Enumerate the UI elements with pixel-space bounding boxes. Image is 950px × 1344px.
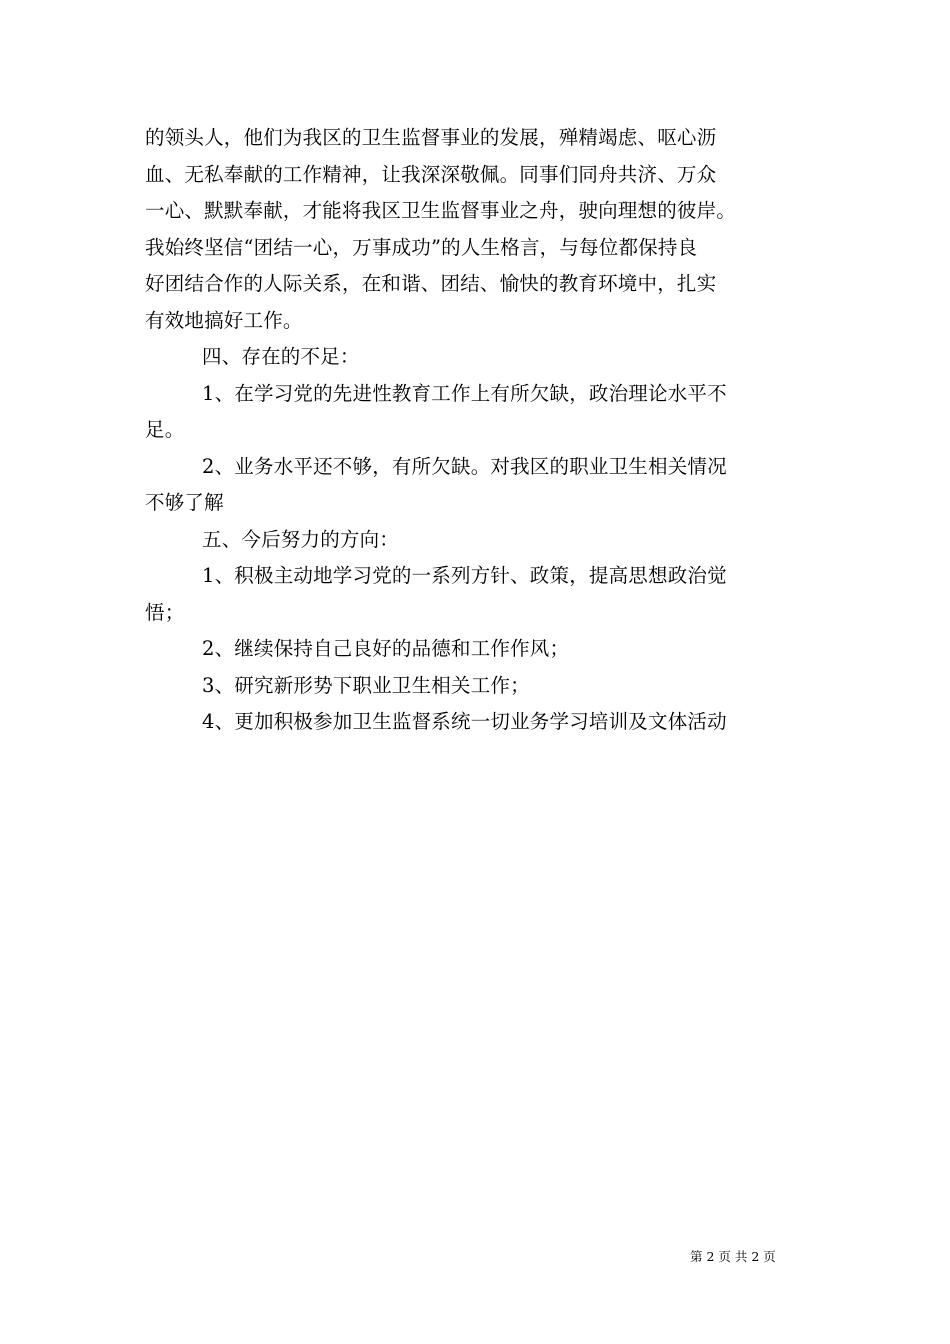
text-line: 不够了解 <box>145 491 224 514</box>
list-item: 1、积极主动地学习党的一系列方针、政策，提高思想政治觉 <box>202 564 727 587</box>
text-line: 足。 <box>145 418 185 441</box>
text-line: 一心、默默奉献，才能将我区卫生监督事业之舟，驶向理想的彼岸。 <box>145 199 737 222</box>
list-item: 2、业务水平还不够，有所欠缺。对我区的职业卫生相关情况 <box>202 454 727 478</box>
document-body <box>145 120 815 741</box>
list-item: 4、更加积极参加卫生监督系统一切业务学习培训及文体活动 <box>202 710 727 733</box>
section-heading-future-direction: 五、今后努力的方向： <box>202 527 400 551</box>
section-heading-shortcomings: 四、存在的不足： <box>202 345 360 368</box>
text-line: 有效地搞好工作。 <box>145 308 303 332</box>
text-line: 好团结合作的人际关系，在和谐、团结、愉快的教育环境中，扎实 <box>145 272 717 295</box>
text-line: 的领头人，他们为我区的卫生监督事业的发展，殚精竭虑、呕心沥 <box>145 126 717 149</box>
page-number-footer: 第 2 页 共 2 页 <box>690 1249 776 1264</box>
text-line: 血、无私奉献的工作精神，让我深深敬佩。同事们同舟共济、万众 <box>145 162 717 186</box>
list-item: 2、继续保持自己良好的品德和工作作风； <box>202 637 570 660</box>
list-item: 3、研究新形势下职业卫生相关工作； <box>202 673 530 697</box>
list-item: 1、在学习党的先进性教育工作上有所欠缺，政治理论水平不 <box>202 381 727 405</box>
text-line: 悟； <box>145 600 185 624</box>
text-line: 我始终坚信“团结一心，万事成功”的人生格言，与每位都保持良 <box>145 235 698 259</box>
